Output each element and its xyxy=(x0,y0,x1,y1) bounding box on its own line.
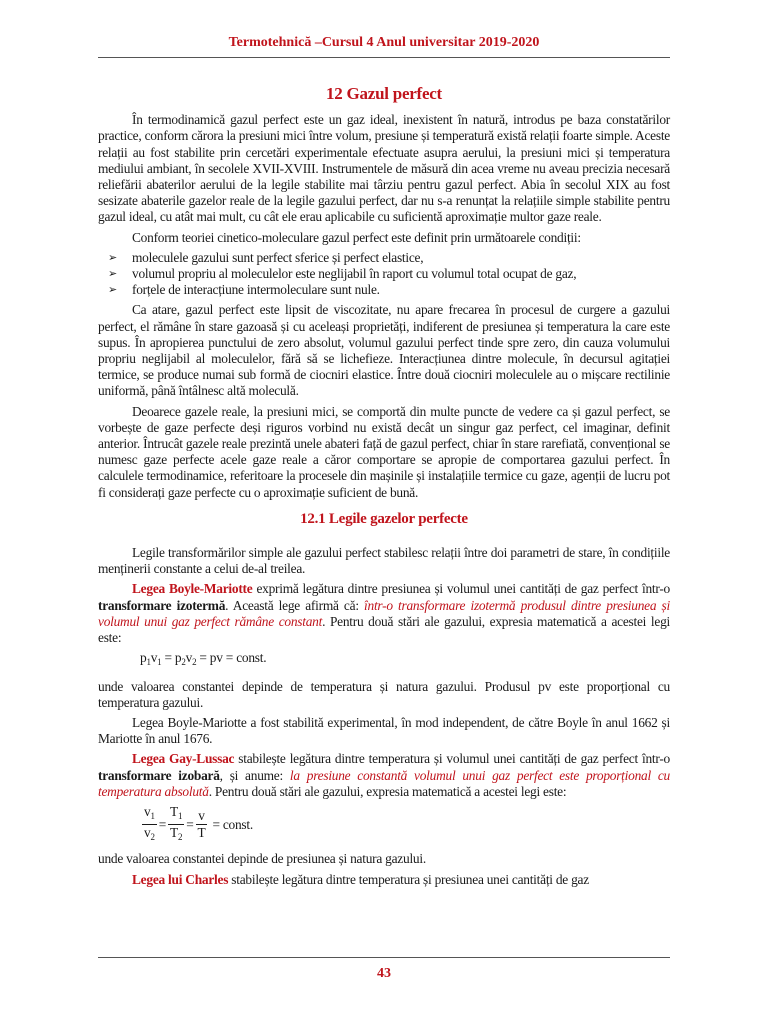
arrow-bullet-icon: ➢ xyxy=(108,268,117,281)
formula-symbol: T xyxy=(197,825,206,841)
text-span: stabilește legătura dintre temperatura și volumul unei cantități de gaz perfect într-o xyxy=(234,751,670,767)
paragraph-real-gases: Deoarece gazele reale, la presiuni mici, se comportă din multe puncte de vedere ca și gazul perfect, se vorbește de gaze perfecte deși riguros vorbind nu există decât un singur gaz perfect, cel imaginar, definit anterior. Întrucât gazele reale prezintă unele abateri față de gazul perfect, chiar în stare rarefiată, convențional se numesc gaze perfecte acele gaze reale a căror comportare se apropie de comportarea gazului perfect. În calculele termodinamice, referitoare la procesele din mașinile și instalațiile termice cu gaze, agenții de lucru pot fi considerați gaze perfecte cu o aproximație suficient de bună. xyxy=(98,403,670,500)
formula-subscript: 1 xyxy=(177,810,183,821)
formula-symbol: v xyxy=(198,807,205,823)
section-title: 12 Gazul perfect xyxy=(326,84,442,103)
formula-symbol: T xyxy=(170,803,178,819)
header-divider xyxy=(98,57,670,58)
formula-symbol: v xyxy=(144,803,151,819)
footer-divider xyxy=(98,957,670,958)
formula-symbol: v xyxy=(185,650,193,666)
paragraph-after-boyle: unde valoarea constantei depinde de temperatura și natura gazului. Produsul pv este proporțional cu temperatura gazului. xyxy=(98,678,670,710)
list-item-text: moleculele gazului sunt perfect sferice și perfect elastice, xyxy=(132,249,424,265)
arrow-bullet-icon: ➢ xyxy=(108,251,117,264)
subsection-title: 12.1 Legile gazelor perfecte xyxy=(300,510,468,527)
list-item-text: volumul propriu al moleculelor este neglijabil în raport cu volumul total ocupat de gaz, xyxy=(132,266,577,282)
formula-symbol: = xyxy=(186,816,194,832)
text-span: . Pentru două stări ale gazului, expresia matematică a acestei legi este: xyxy=(208,783,567,799)
paragraph-boyle-history: Legea Boyle-Mariotte a fost stabilită experimental, în mod independent, de către Boyle în anul 1662 și Mariotte în anul 1676. xyxy=(98,714,670,747)
text-span: . Pentru două stări ale gazului, expresia matematică a acestei legi este: xyxy=(98,613,670,646)
formula-symbol: T xyxy=(170,825,178,841)
formula-subscript: 2 xyxy=(181,657,186,668)
formula-subscript: 1 xyxy=(157,657,162,668)
text-span: stabilește legătura dintre temperatura și presiunea unei cantități de gaz xyxy=(228,871,589,887)
paragraph-conditions-intro: Conform teoriei cinetico-moleculare gazul perfect este definit prin următoarele condiții: xyxy=(132,229,581,245)
fraction xyxy=(142,804,157,845)
formula-symbol: = pv = const. xyxy=(196,650,267,666)
bold-term: transformare izobară xyxy=(98,767,220,783)
formula-subscript: 2 xyxy=(192,657,197,668)
formula-subscript: 2 xyxy=(177,832,183,843)
formula-subscript: 1 xyxy=(150,810,155,821)
paragraph-boyle-mariotte xyxy=(98,581,670,646)
formula-symbol: p xyxy=(140,650,147,666)
text-span: exprimă legătura dintre presiunea și volumul unei cantități de gaz perfect într-o xyxy=(252,581,670,597)
formula-symbol: = const. xyxy=(212,816,253,832)
formula-gay-lussac xyxy=(140,804,670,845)
text-span: . Această lege afirmă că: xyxy=(225,597,365,613)
paragraph-intro: În termodinamică gazul perfect este un gaz ideal, inexistent în natură, introdus pe baza constatărilor practice, conform cărora la presiuni mici între volum, presiune și temperatură există relații foarte simple. Aceste relații au fost stabilite prin cercetări experimentale efectuate asupra aerului, la presiuni mici și temperatura mediului ambiant, în secolele XVII-XVIII. Instrumentele de măsură din acea vreme nu aveau precizia necesară reliefării abaterilor aerului de la legile stabilite mai târziu pentru gazul perfect. Abia în secolul XIX au fost sesizate abaterile gazelor reale de la legile gazului perfect, dar nu s-a renunțat la relațiile simple stabilite pentru gazul ideal, cu atât mai mult, cu cât ele erau aplicabile cu suficientă aproximație multor gaze reale. xyxy=(98,112,670,225)
list-item xyxy=(98,266,670,282)
page-number: 43 xyxy=(377,966,391,981)
paragraph-laws-intro: Legile transformărilor simple ale gazului perfect stabilesc relații între doi parametri de stare, în condițiile menținerii constante a celui de-al treilea. xyxy=(98,545,670,577)
law-name-gay-lussac: Legea Gay-Lussac xyxy=(132,751,235,767)
formula-subscript: 1 xyxy=(146,657,151,668)
law-statement: la presiune constantă volumul unui gaz perfect este proporțional cu temperatura absolută xyxy=(98,767,670,799)
fraction xyxy=(168,804,184,845)
list-item xyxy=(98,250,670,266)
formula-symbol: v xyxy=(150,650,158,666)
conditions-list xyxy=(98,250,670,299)
paragraph-after-gay: unde valoarea constantei depinde de presiunea și natura gazului. xyxy=(98,851,426,867)
formula-subscript: 2 xyxy=(150,832,155,843)
formula-symbol: v xyxy=(144,825,151,841)
paragraph-gay-lussac xyxy=(98,751,670,800)
page-content xyxy=(98,86,670,892)
text-span: , și anume: xyxy=(219,767,290,783)
list-item-text: forțele de interacțiune intermoleculare sunt nule. xyxy=(132,282,380,298)
paragraph-properties: Ca atare, gazul perfect este lipsit de viscozitate, nu apare frecarea în procesul de curgere a gazului perfect, el rămâne în stare gazoasă și cu aceleași proprietăți, indiferent de presiunea și temperatura la care este supus. În apropierea punctului de zero absolut, volumul gazului perfect tinde spre zero, din cauza volumului propriu neglijabil al moleculelor, fără să se lichefieze. Interacțiunea dintre molecule, în decursul agitației termice, se produce numai sub formă de ciocniri elastice. Între două ciocniri moleculele au o mișcare rectilinie uniformă, până întâlnesc altă moleculă. xyxy=(98,302,670,399)
law-statement: într-o transformare izotermă produsul dintre presiunea și volumul unui gaz perfect rămâne constant xyxy=(98,597,670,629)
page-header: Termotehnică –Cursul 4 Anul universitar 2019-2020 xyxy=(228,35,540,50)
law-name-charles: Legea lui Charles xyxy=(132,871,229,887)
list-item xyxy=(98,282,670,298)
paragraph-charles xyxy=(98,872,670,888)
arrow-bullet-icon: ➢ xyxy=(108,284,117,297)
formula-symbol: = p xyxy=(161,650,182,666)
bold-term: transformare izotermă xyxy=(98,597,226,613)
law-name-boyle: Legea Boyle-Mariotte xyxy=(132,581,253,597)
fraction xyxy=(196,808,208,841)
formula-symbol: = xyxy=(158,816,167,832)
formula-boyle xyxy=(140,650,670,670)
